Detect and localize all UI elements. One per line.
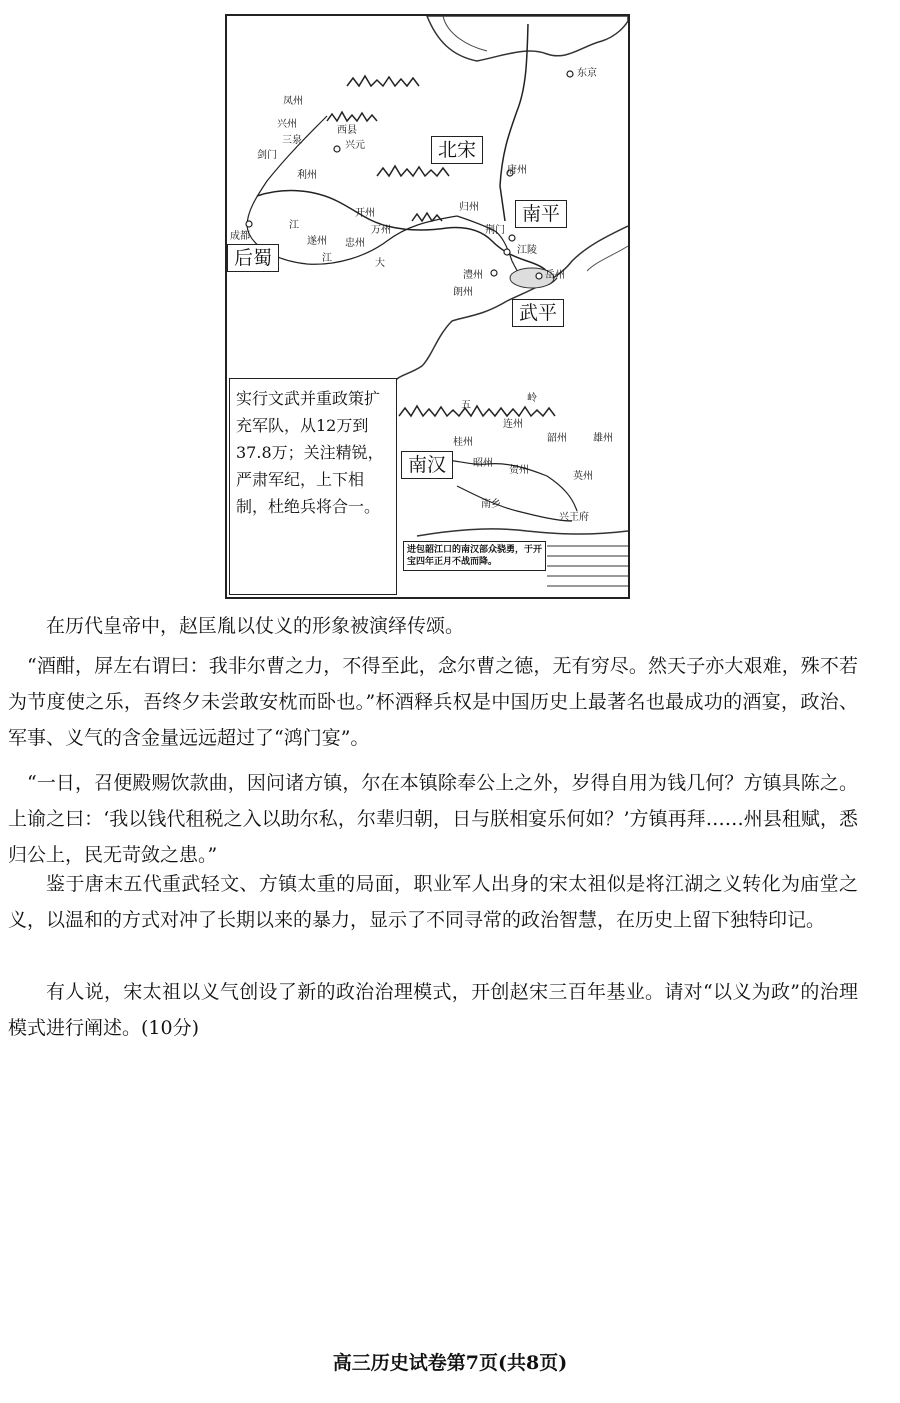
label-river-jiang-2: 江	[322, 253, 332, 264]
region-nanhan: 南汉	[401, 451, 453, 479]
label-wan: 万州	[371, 225, 391, 236]
region-houshu: 后蜀	[227, 244, 279, 272]
page-footer: 高三历史试卷第7页(共8页)	[332, 1352, 568, 1374]
label-nanxiang: 南乡	[481, 499, 501, 510]
label-gui-zhou: 桂州	[453, 437, 473, 448]
paragraph-3: “一日，召便殿赐饮款曲，因问诸方镇，尔在本镇除奉公上之外，岁得自用为钱几何？方镇具陈之。上谕之曰：‘我以钱代租税之入以助尔私，尔辈归朝，日与朕相宴乐何如？’方镇再拜……州县租赋，悉归公上，民无苛敛之患。”	[8, 772, 858, 866]
label-xingwang: 兴王府	[559, 512, 589, 523]
label-yue: 岳州	[545, 270, 565, 281]
label-jingmen: 荆门	[485, 225, 505, 236]
label-xing: 兴州	[277, 119, 297, 130]
label-xixian: 西县	[337, 125, 357, 136]
label-xiong: 雄州	[593, 433, 613, 444]
label-sanquan: 三泉	[282, 135, 302, 146]
label-tang: 唐州	[507, 165, 527, 176]
label-lizhou: 利州	[297, 170, 317, 181]
policy-box: 实行文武并重政策扩充军队，从12万到37.8万；关注精锐，严肃军纪，上下相制，杜绝兵将合一。	[229, 378, 397, 595]
label-shao: 韶州	[547, 433, 567, 444]
region-wuping: 武平	[512, 299, 564, 327]
label-zhao: 昭州	[473, 458, 493, 469]
paragraph-1: 在历代皇帝中，赵匡胤以仗义的形象被演绎传颂。	[46, 615, 465, 637]
label-da: 大	[375, 258, 385, 269]
paragraph-2: “酒酣，屏左右谓曰：我非尔曹之力，不得至此，念尔曹之德，无有穷尽。然天子亦大艰难，殊不若为节度使之乐，吾终夕未尝敢安枕而卧也。”杯酒释兵权是中国历史上最著名也最成功的酒宴，政治、军事、义气的含金量远远超过了“鸿门宴”。	[8, 655, 858, 749]
label-mountain-wu: 五	[461, 400, 471, 411]
label-chengdu: 成都	[230, 231, 250, 242]
label-jiangling: 江陵	[517, 245, 537, 256]
paragraph-5: 有人说，宋太祖以义气创设了新的政治治理模式，开创赵宋三百年基业。请对“以义为政”的治理模式进行阐述。(10分)	[8, 981, 858, 1039]
label-gui: 归州	[459, 202, 479, 213]
label-zhong: 忠州	[345, 238, 365, 249]
region-nanping: 南平	[515, 200, 567, 228]
label-he: 贺州	[509, 465, 529, 476]
paragraph-4: 鉴于唐末五代重武轻文、方镇太重的局面，职业军人出身的宋太祖似是将江湖之义转化为庙堂之义，以温和的方式对冲了长期以来的暴力，显示了不同寻常的政治智慧，在历史上留下独特印记。	[8, 873, 858, 931]
region-north-song: 北宋	[431, 136, 483, 164]
map-figure	[225, 14, 630, 599]
label-lang: 朗州	[453, 287, 473, 298]
label-river-jiang-1: 江	[289, 220, 299, 231]
label-xingyuan: 兴元	[345, 140, 365, 151]
label-li: 澧州	[463, 270, 483, 281]
label-sui: 遂州	[307, 236, 327, 247]
nanhan-note: 进包韶江口的南汉部众骁勇，于开宝四年正月不战而降。	[403, 541, 546, 571]
label-lian: 连州	[503, 419, 523, 430]
label-kaifeng: 东京	[577, 68, 597, 79]
label-mountain-ling: 岭	[527, 393, 537, 404]
label-jianmen: 剑门	[257, 150, 277, 161]
label-feng: 凤州	[283, 96, 303, 107]
label-kai: 开州	[355, 208, 375, 219]
label-yingde: 英州	[573, 471, 593, 482]
